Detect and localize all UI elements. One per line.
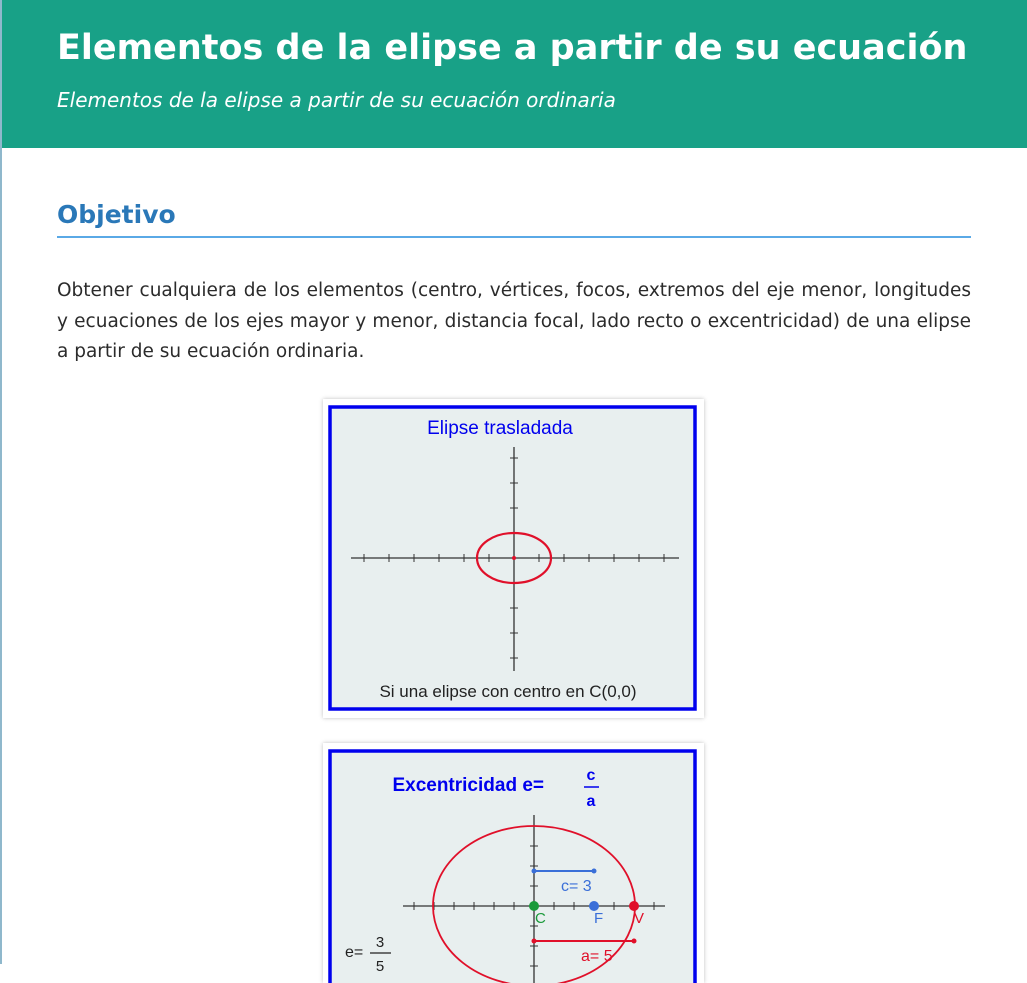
applet-canvas[interactable] bbox=[323, 399, 704, 718]
section-divider bbox=[57, 236, 971, 238]
objective-paragraph: Obtener cualquiera de los elementos (centro, vértices, focos, extremos del eje menor, longitudes y ecuaciones de los ejes mayor y menor, distancia focal, lado recto o excentricidad) de una elipse a partir de su ecuación ordinaria. bbox=[57, 280, 971, 362]
segment-endpoint bbox=[632, 939, 637, 944]
c-label: c= 3 bbox=[561, 878, 592, 895]
applet-caption: Si una elipse con centro en C(0,0) bbox=[379, 682, 637, 701]
segment-endpoint bbox=[532, 939, 537, 944]
applet-eccentricity[interactable] bbox=[323, 743, 704, 983]
page-header bbox=[2, 0, 1027, 148]
eccentricity-value-prefix: e= bbox=[345, 944, 364, 961]
applet-translated-ellipse[interactable] bbox=[323, 399, 704, 718]
eccentricity-denominator: 5 bbox=[375, 958, 385, 975]
page-title: Elementos de la elipse a partir de su ecuación bbox=[57, 28, 968, 68]
applet-canvas[interactable] bbox=[323, 743, 704, 983]
a-label: a= 5 bbox=[581, 948, 613, 965]
eccentricity-title: Excentricidad e= bbox=[392, 775, 544, 796]
section-heading: Objetivo bbox=[57, 200, 176, 229]
vertex-point-label: V bbox=[634, 910, 645, 927]
page-subtitle: Elementos de la elipse a partir de su ecuación ordinaria bbox=[57, 88, 616, 112]
ellipse-center-point bbox=[512, 556, 516, 560]
eccentricity-numerator: 3 bbox=[375, 934, 385, 951]
center-point-label: C bbox=[535, 910, 546, 927]
focus-point-label: F bbox=[594, 910, 604, 927]
fraction-numerator: c bbox=[586, 767, 596, 784]
fraction-denominator: a bbox=[586, 793, 596, 810]
applet-title: Elipse trasladada bbox=[427, 418, 573, 439]
segment-endpoint bbox=[592, 869, 597, 874]
segment-endpoint bbox=[532, 869, 537, 874]
